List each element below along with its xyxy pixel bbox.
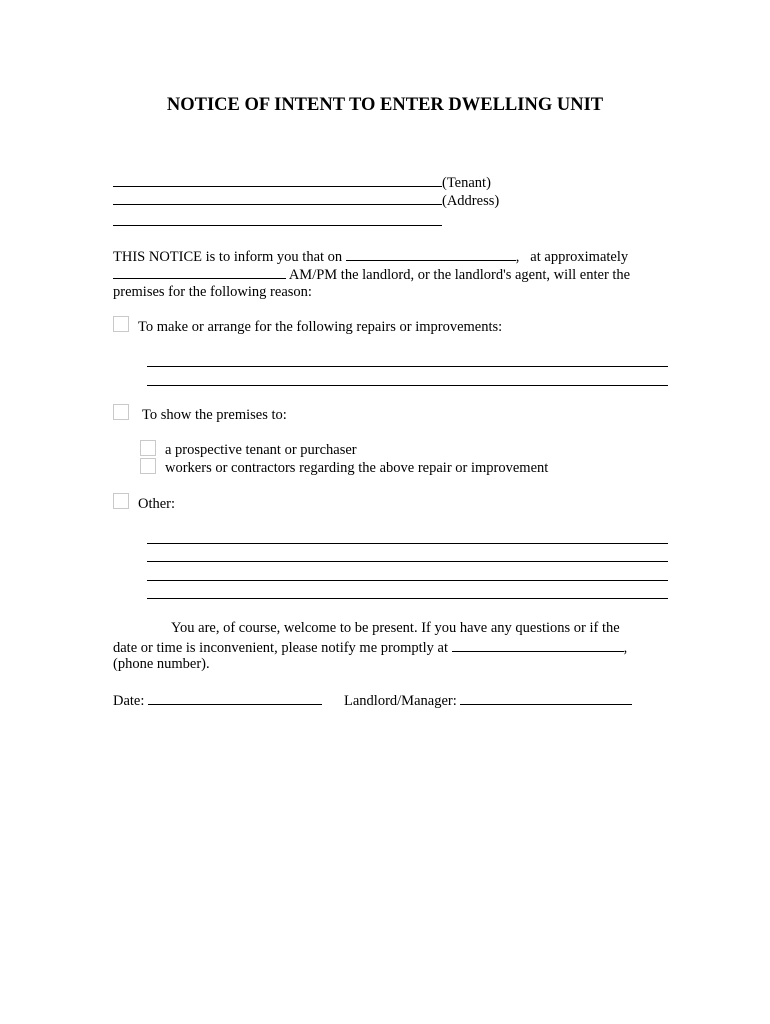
repairs-label: To make or arrange for the following repairs or improvements: (138, 319, 503, 335)
other-line-2[interactable] (147, 561, 668, 562)
notice-comma: , (515, 249, 520, 265)
tenant-line (113, 172, 491, 192)
address-blank-2[interactable] (113, 225, 442, 226)
other-line-4[interactable] (147, 598, 668, 599)
date-blank[interactable] (148, 690, 322, 705)
closing-line-1: You are, of course, welcome to be present. If you have any questions or if the (171, 620, 620, 636)
notice-line-2 (113, 264, 630, 284)
closing-comma: , (623, 640, 628, 656)
closing-line-2 (113, 637, 627, 657)
notice-line-3: premises for the following reason: (113, 284, 312, 300)
address-label: (Address) (442, 193, 500, 209)
notice-line-1 (113, 246, 628, 266)
notice-approx: at approximately (530, 249, 629, 265)
show-premises-checkbox[interactable] (113, 404, 129, 420)
workers-label: workers or contractors regarding the above repair or improvement (165, 460, 549, 476)
repairs-checkbox[interactable] (113, 316, 129, 332)
entry-date-blank[interactable] (346, 246, 516, 261)
date-field (113, 690, 322, 710)
date-label: Date: (113, 693, 145, 709)
workers-checkbox[interactable] (140, 458, 156, 474)
tenant-label: (Tenant) (442, 175, 491, 191)
manager-blank[interactable] (460, 690, 632, 705)
prospective-tenant-checkbox[interactable] (140, 440, 156, 456)
other-line-3[interactable] (147, 580, 668, 581)
repairs-line-1[interactable] (147, 366, 668, 367)
closing-line-3: (phone number). (113, 656, 210, 672)
show-premises-label: To show the premises to: (142, 407, 287, 423)
notice-prefix: THIS NOTICE is to inform you that on (113, 249, 343, 265)
address-blank[interactable] (113, 190, 442, 205)
address-line (113, 190, 499, 210)
prospective-tenant-label: a prospective tenant or purchaser (165, 442, 357, 458)
entry-time-blank[interactable] (113, 264, 286, 279)
manager-field (344, 690, 632, 710)
other-line-1[interactable] (147, 543, 668, 544)
phone-blank[interactable] (452, 637, 624, 652)
repairs-line-2[interactable] (147, 385, 668, 386)
document-title: NOTICE OF INTENT TO ENTER DWELLING UNIT (166, 95, 604, 115)
notice-ampm: AM/PM the landlord, or the landlord's agent, will enter the (288, 267, 631, 283)
closing-notify: date or time is inconvenient, please notify me promptly at (113, 640, 449, 656)
manager-label: Landlord/Manager: (344, 693, 457, 709)
other-checkbox[interactable] (113, 493, 129, 509)
other-label: Other: (138, 496, 176, 512)
tenant-blank[interactable] (113, 172, 442, 187)
